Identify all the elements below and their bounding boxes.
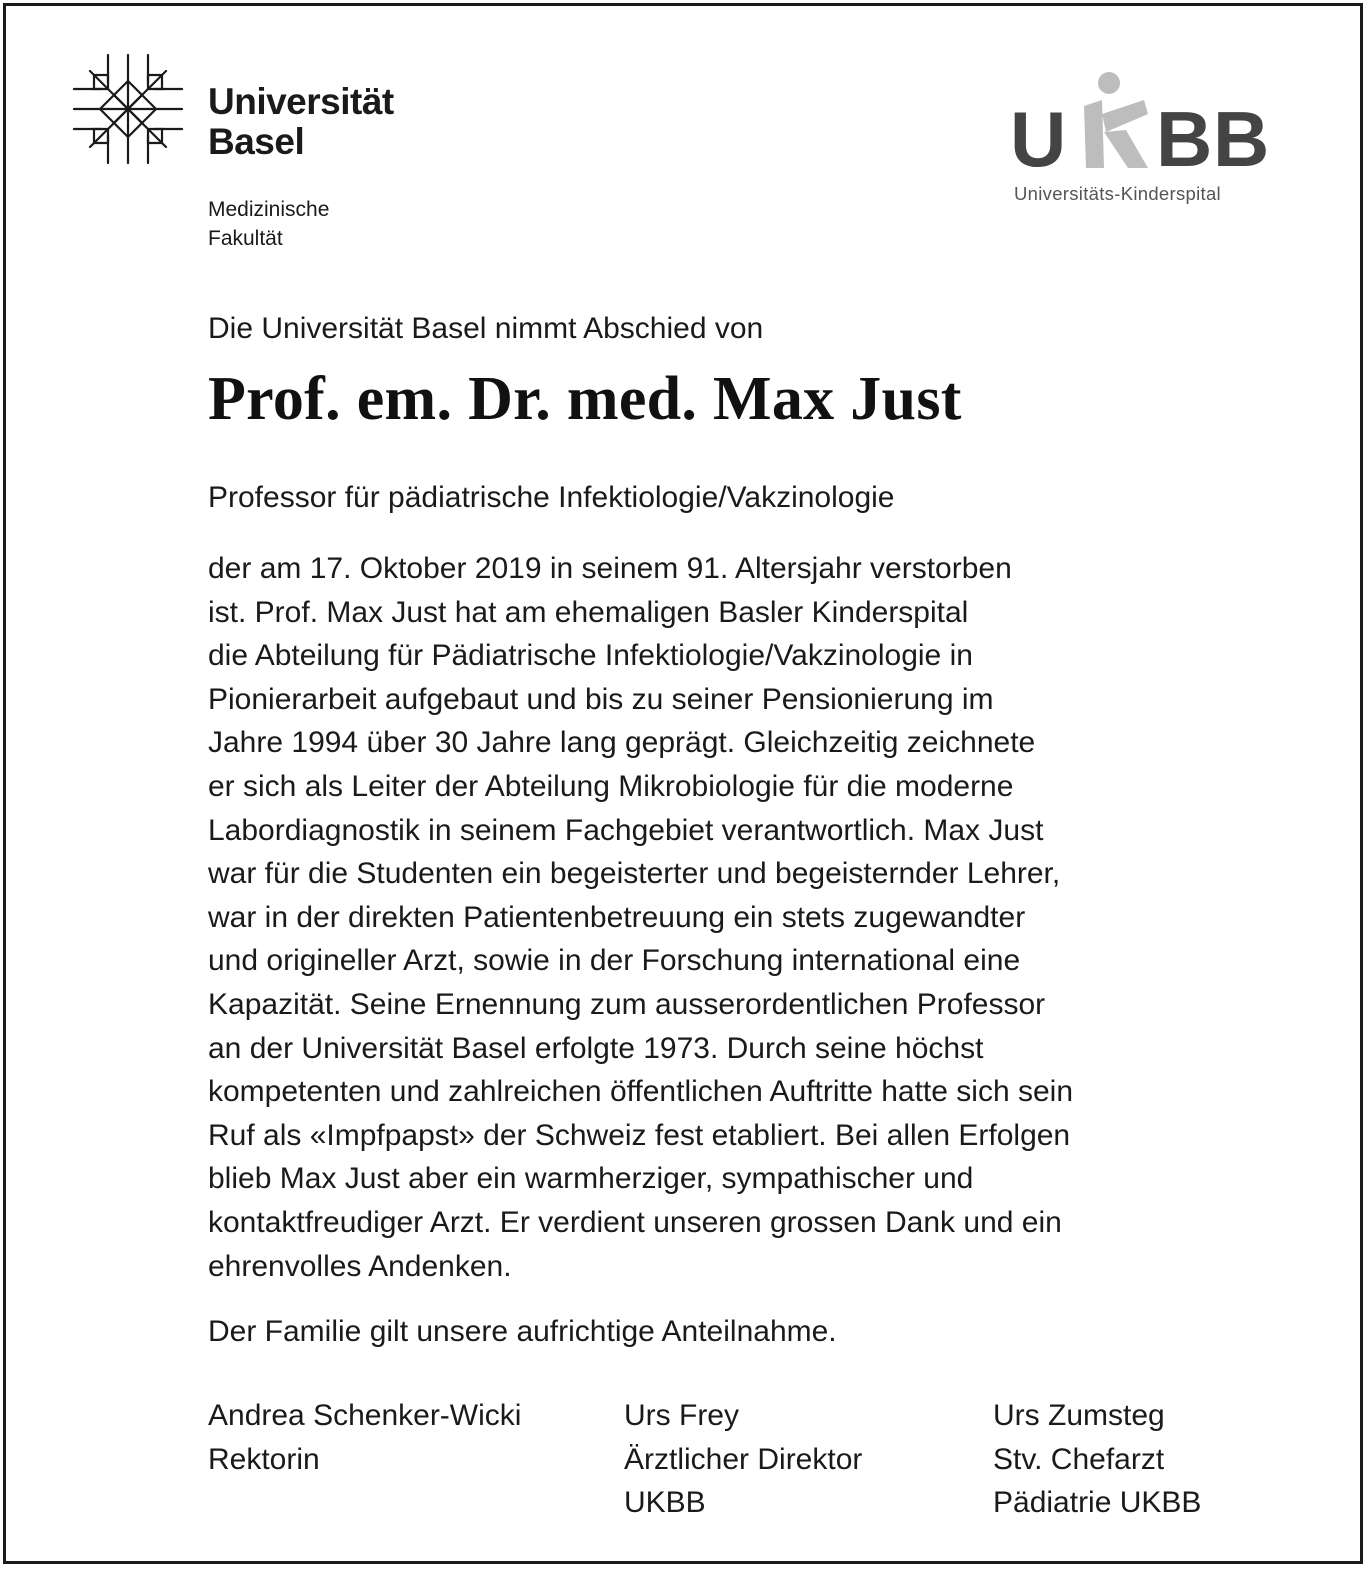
body-line: war in der direkten Patientenbetreuung ein stets zugewandter — [208, 900, 1026, 934]
body-line: blieb Max Just aber ein warmherziger, sympathischer und — [208, 1162, 974, 1196]
body-line: Ruf als «Impfpapst» der Schweiz fest etabliert. Bei allen Erfolgen — [208, 1118, 1071, 1152]
body-line: und origineller Arzt, sowie in der Forschung international eine — [208, 944, 1021, 978]
faculty-line-1: Medizinische — [208, 198, 330, 221]
body-line: Kapazität. Seine Ernennung zum ausserordentlichen Professor — [208, 987, 1046, 1021]
university-basel-logo-icon — [72, 53, 184, 165]
body-line: der am 17. Oktober 2019 in seinem 91. Altersjahr verstorben — [208, 552, 1012, 585]
signatory-deputy-chief — [993, 1394, 1201, 1525]
signatory-name: Urs Frey — [624, 1399, 739, 1432]
ukbb-letter-b1: B — [1156, 95, 1213, 180]
intro-text: Die Universität Basel nimmt Abschied von — [208, 312, 764, 345]
deceased-role: Professor für pädiatrische Infektiologie/Vakzinologie — [208, 481, 895, 514]
ukbb-letter-u: U — [1010, 95, 1067, 180]
body-line: die Abteilung für Pädiatrische Infektiologie/Vakzinologie in — [208, 639, 973, 673]
signatory-institution: UKBB — [624, 1486, 706, 1519]
university-name — [208, 82, 394, 162]
faculty-label — [208, 195, 329, 253]
signatory-institution: Pädiatrie UKBB — [993, 1486, 1202, 1519]
body-line: ist. Prof. Max Just hat am ehemaligen Basler Kinderspital — [208, 595, 969, 629]
signatory-medical-director — [624, 1394, 862, 1525]
ukbb-logo-mark-icon — [1006, 70, 1286, 180]
ukbb-subtitle: Universitäts-Kinderspital — [1014, 183, 1221, 204]
body-line: Jahre 1994 über 30 Jahre lang geprägt. Gleichzeitig zeichnete — [208, 726, 1036, 760]
signatory-title: Rektorin — [208, 1442, 320, 1476]
ukbb-letter-b2: B — [1213, 95, 1270, 180]
ukbb-logo — [1006, 70, 1286, 210]
body-line: kompetenten und zahlreichen öffentlichen Auftritte hatte sich sein — [208, 1075, 1074, 1109]
body-line: Labordiagnostik in seinem Fachgebiet verantwortlich. Max Just — [208, 813, 1044, 847]
body-line: kontaktfreudiger Arzt. Er verdient unseren grossen Dank und ein — [208, 1205, 1062, 1239]
body-line: ehrenvolles Andenken. — [208, 1249, 512, 1283]
body-line: an der Universität Basel erfolgte 1973. Durch seine höchst — [208, 1031, 984, 1065]
faculty-line-2: Fakultät — [208, 227, 283, 250]
signatory-name: Andrea Schenker-Wicki — [208, 1399, 522, 1432]
university-name-line-2: Basel — [208, 121, 305, 162]
body-line: war für die Studenten ein begeisterter und begeisternder Lehrer, — [208, 857, 1061, 891]
signatory-rector — [208, 1394, 521, 1481]
obituary-body — [208, 547, 1073, 1288]
signatory-name: Urs Zumsteg — [993, 1399, 1165, 1432]
body-line: er sich als Leiter der Abteilung Mikrobiologie für die moderne — [208, 769, 1014, 803]
university-name-line-1: Universität — [208, 81, 394, 122]
body-line: Pionierarbeit aufgebaut und bis zu seiner Pensionierung im — [208, 682, 994, 716]
condolence-text: Der Familie gilt unsere aufrichtige Anteilnahme. — [208, 1315, 837, 1348]
deceased-name-heading: Prof. em. Dr. med. Max Just — [208, 365, 962, 433]
notice-frame — [3, 3, 1363, 1564]
signatory-title: Stv. Chefarzt — [993, 1442, 1165, 1476]
signatory-title: Ärztlicher Direktor — [624, 1442, 863, 1476]
